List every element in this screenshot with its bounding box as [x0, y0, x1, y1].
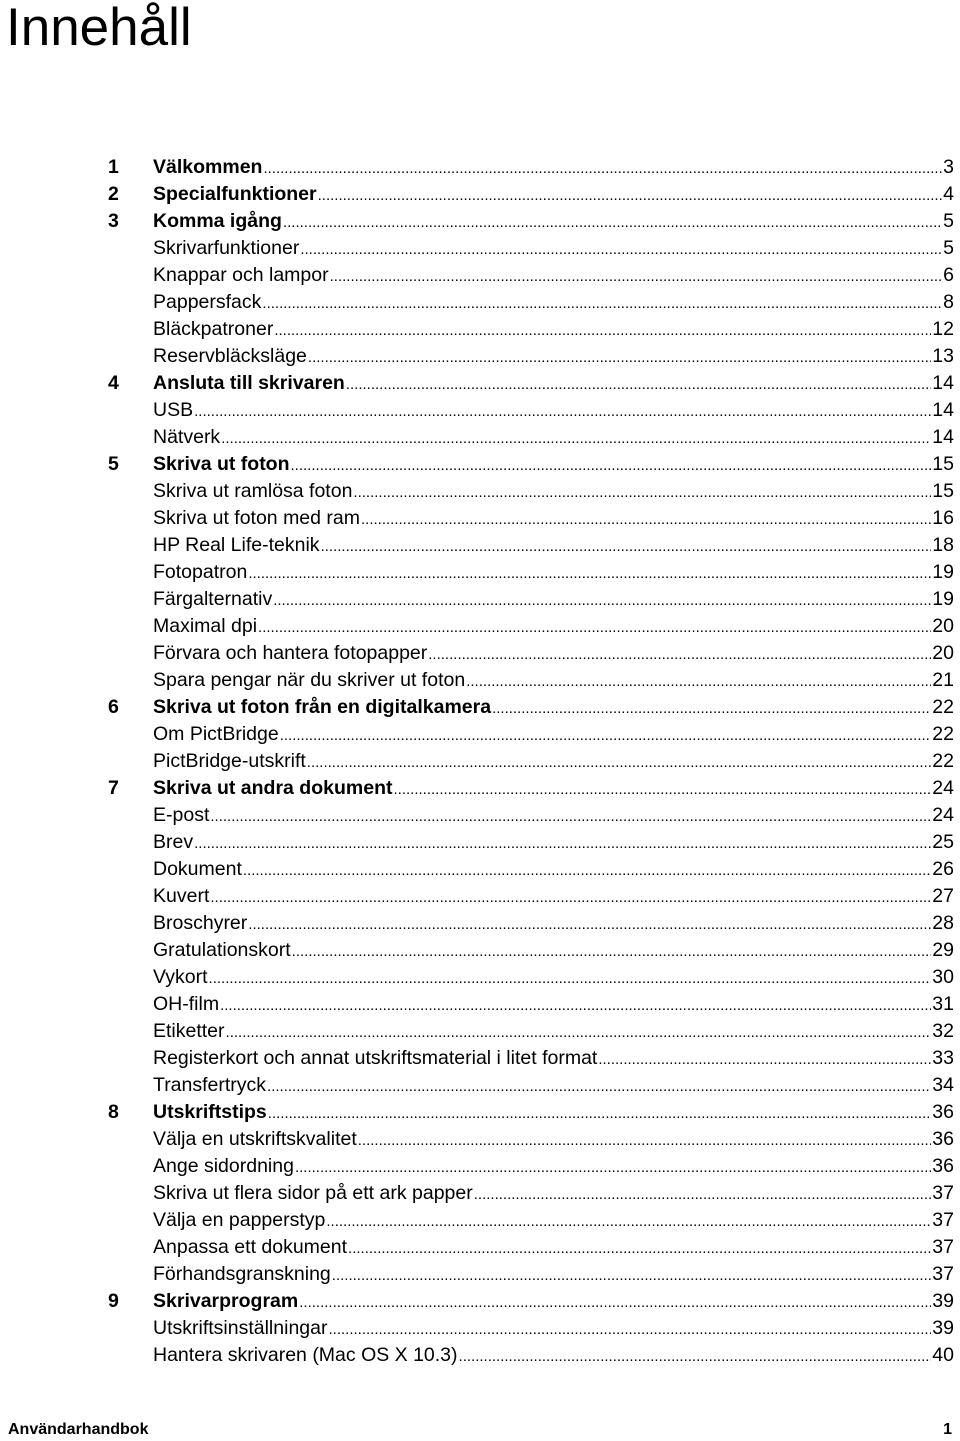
toc-page-number: 32	[932, 1020, 954, 1042]
toc-page-number: 5	[943, 237, 954, 259]
toc-entry-label: Om PictBridge	[153, 723, 279, 745]
toc-entry-line	[153, 208, 954, 236]
toc-entry-line	[153, 1261, 954, 1289]
toc-entry-line	[153, 883, 954, 911]
toc-dot-leader	[210, 884, 931, 911]
toc-entry-line	[153, 991, 954, 1019]
toc-entry-label: PictBridge-utskrift	[153, 750, 306, 772]
toc-entry-line	[153, 397, 954, 425]
toc-entry-line	[153, 1315, 954, 1343]
toc-section-entry[interactable]	[0, 667, 960, 694]
toc-entry-line	[153, 370, 954, 398]
toc-page-number: 22	[932, 696, 954, 718]
toc-entry-label: E-post	[153, 804, 210, 826]
toc-entry-label: Etiketter	[153, 1020, 225, 1042]
toc-entry-line	[153, 1288, 954, 1316]
toc-dot-leader	[220, 992, 931, 1019]
toc-page-number: 8	[943, 291, 954, 313]
toc-entry-label: Dokument	[153, 858, 242, 880]
toc-dot-leader	[459, 1343, 932, 1370]
toc-entry-line	[153, 802, 954, 830]
toc-dot-leader	[300, 236, 942, 263]
toc-entry-label: Skrivarprogram	[153, 1290, 299, 1312]
toc-entry-line	[153, 829, 954, 857]
toc-page-number: 16	[932, 507, 954, 529]
toc-chapter-number: 9	[108, 1290, 119, 1312]
toc-entry-label: Skriva ut flera sidor på ett ark papper	[153, 1182, 473, 1204]
toc-chapter-number: 7	[108, 777, 119, 799]
toc-dot-leader	[361, 506, 931, 533]
toc-dot-leader	[267, 1073, 931, 1100]
toc-dot-leader	[291, 452, 932, 479]
toc-page-number: 34	[932, 1074, 954, 1096]
toc-section-entry[interactable]	[0, 937, 960, 964]
toc-dot-leader	[210, 803, 931, 830]
toc-chapter-number: 5	[108, 453, 119, 475]
toc-dot-leader	[308, 344, 931, 371]
toc-entry-label: Transfertryck	[153, 1074, 267, 1096]
toc-entry-line	[153, 1153, 954, 1181]
toc-chapter-number: 2	[108, 183, 119, 205]
toc-section-entry[interactable]	[0, 1153, 960, 1180]
toc-entry-line	[153, 235, 954, 263]
toc-section-entry[interactable]	[0, 829, 960, 856]
toc-section-entry[interactable]	[0, 424, 960, 451]
toc-entry-label: Vykort	[153, 966, 208, 988]
toc-section-entry[interactable]	[0, 1315, 960, 1342]
toc-chapter-number: 3	[108, 210, 119, 232]
toc-chapter-number: 4	[108, 372, 119, 394]
toc-page-number: 37	[932, 1182, 954, 1204]
footer-page-number: 1	[943, 1421, 952, 1438]
toc-page-number: 22	[932, 750, 954, 772]
toc-page-number: 36	[932, 1128, 954, 1150]
toc-chapter-entry[interactable]	[0, 208, 960, 235]
toc-dot-leader	[292, 938, 932, 965]
toc-entry-label: OH-film	[153, 993, 220, 1015]
toc-section-entry[interactable]	[0, 721, 960, 748]
toc-page-number: 13	[932, 345, 954, 367]
toc-dot-leader	[248, 911, 931, 938]
toc-page-number: 37	[932, 1209, 954, 1231]
toc-section-entry[interactable]	[0, 883, 960, 910]
toc-entry-label: Reservbläcksläge	[153, 345, 307, 367]
toc-page-number: 30	[932, 966, 954, 988]
toc-section-entry[interactable]	[0, 289, 960, 316]
toc-page-number: 20	[932, 642, 954, 664]
toc-section-entry[interactable]	[0, 586, 960, 613]
toc-entry-label: USB	[153, 399, 194, 421]
toc-dot-leader	[393, 776, 931, 803]
toc-page-number: 21	[932, 669, 954, 691]
toc-entry-label: Fotopatron	[153, 561, 248, 583]
toc-chapter-number: 1	[108, 156, 119, 178]
toc-page-number: 37	[932, 1263, 954, 1285]
toc-section-entry[interactable]	[0, 856, 960, 883]
toc-section-entry[interactable]	[0, 1234, 960, 1261]
toc-entry-label: Välkommen	[153, 156, 263, 178]
toc-dot-leader	[248, 560, 931, 587]
toc-entry-line	[153, 721, 954, 749]
toc-entry-label: Skriva ut foton från en digitalkamera	[153, 696, 492, 718]
toc-entry-line	[153, 613, 954, 641]
toc-section-entry[interactable]	[0, 1072, 960, 1099]
toc-entry-label: Välja en papperstyp	[153, 1209, 326, 1231]
toc-dot-leader	[258, 614, 931, 641]
toc-chapter-entry[interactable]	[0, 1288, 960, 1315]
toc-entry-label: Specialfunktioner	[153, 183, 317, 205]
toc-entry-line	[153, 532, 954, 560]
toc-chapter-number: 6	[108, 696, 119, 718]
toc-entry-label: Bläckpatroner	[153, 318, 274, 340]
toc-page-number: 39	[932, 1290, 954, 1312]
toc-entry-label: Nätverk	[153, 426, 221, 448]
toc-page-number: 33	[932, 1047, 954, 1069]
toc-entry-label: Maximal dpi	[153, 615, 258, 637]
toc-page-number: 19	[932, 588, 954, 610]
toc-page-number: 18	[932, 534, 954, 556]
toc-dot-leader	[274, 317, 931, 344]
toc-dot-leader	[346, 371, 931, 398]
toc-entry-label: Förvara och hantera fotopapper	[153, 642, 428, 664]
toc-dot-leader	[263, 155, 942, 182]
toc-entry-line	[153, 1126, 954, 1154]
toc-entry-line	[153, 154, 954, 182]
toc-dot-leader	[598, 1046, 931, 1073]
toc-page-number: 28	[932, 912, 954, 934]
toc-page-number: 5	[943, 210, 954, 232]
toc-page-number: 29	[932, 939, 954, 961]
toc-section-entry[interactable]	[0, 1045, 960, 1072]
toc-entry-line	[153, 424, 954, 452]
toc-chapter-entry[interactable]	[0, 451, 960, 478]
toc-entry-label: Skriva ut andra dokument	[153, 777, 393, 799]
toc-section-entry[interactable]	[0, 1207, 960, 1234]
toc-page-number: 27	[932, 885, 954, 907]
toc-chapter-entry[interactable]	[0, 694, 960, 721]
toc-entry-line	[153, 667, 954, 695]
toc-page-number: 36	[932, 1101, 954, 1123]
toc-entry-label: Brev	[153, 831, 194, 853]
toc-entry-label: Spara pengar när du skriver ut foton	[153, 669, 466, 691]
toc-entry-line	[153, 262, 954, 290]
toc-entry-label: Ansluta till skrivaren	[153, 372, 345, 394]
toc-section-entry[interactable]	[0, 559, 960, 586]
toc-entry-line	[153, 775, 954, 803]
toc-page-number: 31	[932, 993, 954, 1015]
toc-section-entry[interactable]	[0, 316, 960, 343]
toc-section-entry[interactable]	[0, 748, 960, 775]
toc-dot-leader	[353, 479, 931, 506]
toc-page-number: 37	[932, 1236, 954, 1258]
toc-section-entry[interactable]	[0, 262, 960, 289]
toc-entry-label: Komma igång	[153, 210, 282, 232]
toc-entry-line	[153, 964, 954, 992]
toc-dot-leader	[466, 668, 931, 695]
toc-entry-line	[153, 1342, 954, 1370]
toc-entry-label: Skriva ut ramlösa foton	[153, 480, 353, 502]
toc-entry-line	[153, 1045, 954, 1073]
toc-entry-label: Broschyrer	[153, 912, 248, 934]
toc-section-entry[interactable]	[0, 235, 960, 262]
footer-document-name: Användarhandbok	[8, 1421, 149, 1438]
toc-entry-label: HP Real Life-teknik	[153, 534, 320, 556]
table-of-contents	[0, 154, 960, 1369]
toc-page-number: 36	[932, 1155, 954, 1177]
toc-entry-line	[153, 289, 954, 317]
toc-dot-leader	[428, 641, 931, 668]
toc-entry-label: Skriva ut foton med ram	[153, 507, 360, 529]
toc-chapter-number: 8	[108, 1101, 119, 1123]
toc-entry-label: Välja en utskriftskvalitet	[153, 1128, 357, 1150]
toc-section-entry[interactable]	[0, 1126, 960, 1153]
toc-entry-line	[153, 1072, 954, 1100]
toc-entry-line	[153, 856, 954, 884]
toc-entry-line	[153, 1099, 954, 1127]
toc-page-number: 4	[943, 183, 954, 205]
toc-section-entry[interactable]	[0, 532, 960, 559]
toc-dot-leader	[328, 1316, 931, 1343]
toc-entry-line	[153, 1234, 954, 1262]
toc-entry-line	[153, 1207, 954, 1235]
toc-section-entry[interactable]	[0, 964, 960, 991]
toc-dot-leader	[268, 1100, 932, 1127]
toc-entry-line	[153, 181, 954, 209]
toc-entry-line	[153, 910, 954, 938]
toc-section-entry[interactable]	[0, 397, 960, 424]
toc-section-entry[interactable]	[0, 1342, 960, 1369]
toc-dot-leader	[280, 722, 932, 749]
toc-entry-line	[153, 1180, 954, 1208]
toc-page-number: 3	[943, 156, 954, 178]
toc-entry-line	[153, 937, 954, 965]
toc-entry-label: Hantera skrivaren (Mac OS X 10.3)	[153, 1344, 458, 1366]
toc-section-entry[interactable]	[0, 1180, 960, 1207]
toc-entry-line	[153, 343, 954, 371]
toc-page-number: 12	[932, 318, 954, 340]
toc-dot-leader	[348, 1235, 931, 1262]
toc-dot-leader	[209, 965, 932, 992]
toc-entry-label: Utskriftstips	[153, 1101, 267, 1123]
toc-dot-leader	[318, 182, 943, 209]
toc-page-number: 14	[932, 372, 954, 394]
toc-page-number: 24	[932, 777, 954, 799]
toc-chapter-entry[interactable]	[0, 370, 960, 397]
toc-dot-leader	[358, 1127, 932, 1154]
toc-entry-line	[153, 559, 954, 587]
toc-section-entry[interactable]	[0, 910, 960, 937]
toc-section-entry[interactable]	[0, 613, 960, 640]
toc-section-entry[interactable]	[0, 505, 960, 532]
toc-page-number: 40	[932, 1344, 954, 1366]
toc-page-number: 39	[932, 1317, 954, 1339]
toc-dot-leader	[321, 533, 932, 560]
toc-entry-label: Pappersfack	[153, 291, 262, 313]
toc-dot-leader	[474, 1181, 932, 1208]
toc-dot-leader	[283, 209, 942, 236]
page-title: Innehåll	[6, 0, 192, 57]
toc-chapter-entry[interactable]	[0, 775, 960, 802]
toc-page-number: 15	[932, 453, 954, 475]
toc-entry-line	[153, 748, 954, 776]
toc-entry-label: Anpassa ett dokument	[153, 1236, 348, 1258]
toc-page-number: 22	[932, 723, 954, 745]
toc-entry-label: Ange sidordning	[153, 1155, 294, 1177]
toc-entry-label: Gratulationskort	[153, 939, 291, 961]
toc-dot-leader	[307, 749, 932, 776]
toc-dot-leader	[332, 1262, 932, 1289]
toc-section-entry[interactable]	[0, 478, 960, 505]
toc-dot-leader	[243, 857, 931, 884]
toc-entry-label: Utskriftsinställningar	[153, 1317, 328, 1339]
toc-entry-line	[153, 586, 954, 614]
toc-page-number: 14	[932, 399, 954, 421]
toc-entry-label: Kuvert	[153, 885, 210, 907]
toc-section-entry[interactable]	[0, 1018, 960, 1045]
toc-section-entry[interactable]	[0, 343, 960, 370]
toc-page-number: 19	[932, 561, 954, 583]
toc-dot-leader	[326, 1208, 931, 1235]
toc-dot-leader	[295, 1154, 931, 1181]
toc-entry-label: Skrivarfunktioner	[153, 237, 300, 259]
toc-chapter-entry[interactable]	[0, 181, 960, 208]
toc-entry-label: Skriva ut foton	[153, 453, 290, 475]
toc-section-entry[interactable]	[0, 802, 960, 829]
toc-entry-line	[153, 694, 954, 722]
toc-entry-label: Förhandsgranskning	[153, 1263, 331, 1285]
toc-section-entry[interactable]	[0, 640, 960, 667]
toc-chapter-entry[interactable]	[0, 1099, 960, 1126]
toc-page-number: 25	[932, 831, 954, 853]
toc-dot-leader	[194, 830, 931, 857]
toc-entry-line	[153, 451, 954, 479]
toc-dot-leader	[221, 425, 931, 452]
toc-page-number: 14	[932, 426, 954, 448]
toc-dot-leader	[226, 1019, 932, 1046]
toc-dot-leader	[194, 398, 931, 425]
toc-entry-label: Färgalternativ	[153, 588, 273, 610]
toc-dot-leader	[299, 1289, 931, 1316]
toc-entry-line	[153, 505, 954, 533]
toc-page-number: 26	[932, 858, 954, 880]
toc-chapter-entry[interactable]	[0, 154, 960, 181]
toc-dot-leader	[262, 290, 942, 317]
toc-entry-line	[153, 1018, 954, 1046]
toc-page-number: 6	[943, 264, 954, 286]
toc-dot-leader	[273, 587, 931, 614]
toc-page-number: 15	[932, 480, 954, 502]
toc-page-number: 20	[932, 615, 954, 637]
toc-entry-line	[153, 640, 954, 668]
toc-entry-line	[153, 316, 954, 344]
toc-entry-label: Registerkort och annat utskriftsmaterial i litet format	[153, 1047, 598, 1069]
toc-entry-line	[153, 478, 954, 506]
toc-section-entry[interactable]	[0, 991, 960, 1018]
toc-dot-leader	[330, 263, 943, 290]
toc-page-number: 24	[932, 804, 954, 826]
toc-section-entry[interactable]	[0, 1261, 960, 1288]
toc-dot-leader	[492, 695, 931, 722]
toc-entry-label: Knappar och lampor	[153, 264, 329, 286]
